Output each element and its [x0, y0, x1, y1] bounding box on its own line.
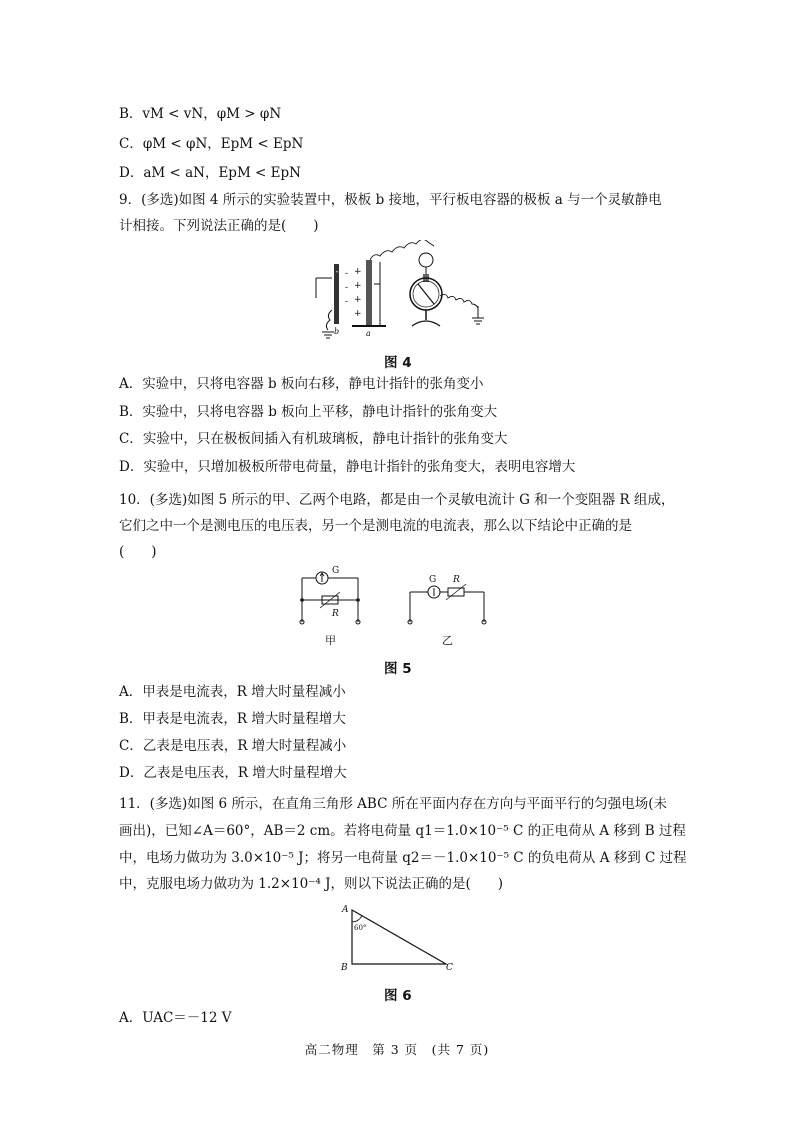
plate-b-label: b: [334, 327, 340, 336]
q10-stem-line2: 它们之中一个是测电压的电压表，另一个是测电流的电流表，那么以下结论中正确的是: [119, 518, 632, 534]
figure-5-caption: 图 5: [384, 661, 412, 677]
q10-option-a: A．甲表是电流表，R 增大时量程减小: [119, 684, 346, 700]
q10-stem-line3: ( ): [119, 544, 157, 560]
g-label-yi: G: [429, 575, 437, 585]
figure-6-caption: 图 6: [384, 988, 412, 1004]
circuit-yi-label: 乙: [442, 634, 453, 647]
r-label-jia: R: [332, 609, 339, 619]
q10-option-d: D．乙表是电压表，R 增大时量程增大: [119, 765, 347, 781]
q9-option-d: D．实验中，只增加极板所带电荷量，静电计指针的张角变大，表明电容增大: [119, 459, 576, 475]
svg-text:+: +: [354, 295, 362, 305]
figure-4-caption: 图 4: [384, 355, 412, 371]
option-d-prev: D．aM < aN，EpM < EpN: [119, 165, 301, 181]
q11-stem-line1: 11．(多选)如图 6 所示，在直角三角形 ABC 所在平面内存在方向与平面平行的匀强电场(未: [119, 796, 667, 812]
svg-text:-: -: [345, 297, 349, 307]
q9-option-b: B．实验中，只将电容器 b 板向上平移，静电计指针的张角变大: [119, 404, 498, 420]
q10-stem-line1: 10．(多选)如图 5 所示的甲、乙两个电路，都是由一个灵敏电流计 G 和一个变阻器 R 组成，: [119, 492, 675, 508]
svg-text:-: -: [345, 283, 349, 293]
g-label-jia: G: [332, 566, 340, 576]
vertex-b: B: [341, 963, 348, 973]
q9-stem-line2: 计相接。下列说法正确的是( ): [119, 218, 319, 234]
r-label-yi: R: [453, 575, 460, 585]
svg-text:+: +: [354, 267, 362, 277]
svg-text:-: -: [335, 267, 339, 276]
figure-4-capacitor-electroscope: [310, 240, 490, 340]
circuit-jia-label: 甲: [325, 634, 336, 647]
vertex-c: C: [446, 963, 453, 973]
figure-6-triangle: [338, 902, 458, 978]
q11-stem-line2: 画出)，已知∠A＝60°，AB＝2 cm。若将电荷量 q1＝1.0×10⁻⁵ C 的正电荷从 A 移到 B 过程: [119, 823, 686, 839]
figure-5-circuits: [290, 564, 500, 652]
option-c-prev: C．φM < φN，EpM < EpN: [119, 136, 304, 152]
q10-option-b: B．甲表是电流表，R 增大时量程增大: [119, 711, 346, 727]
plate-a-label: a: [366, 329, 371, 338]
q10-option-c: C．乙表是电压表，R 增大时量程减小: [119, 738, 347, 754]
vertex-a: A: [342, 905, 349, 915]
option-b-prev: B．vM < vN，φM > φN: [119, 106, 282, 122]
q9-stem-line1: 9．(多选)如图 4 所示的实验装置中，极板 b 接地，平行板电容器的极板 a 与一个灵敏静电: [119, 192, 662, 208]
page-footer: 高二物理 第 3 页 (共 7 页): [304, 1042, 490, 1057]
q11-stem-line3: 中，电场力做功为 3.0×10⁻⁵ J；将另一电荷量 q2＝－1.0×10⁻⁵ C 的负电荷从 A 移到 C 过程: [119, 850, 687, 866]
q11-option-a: A．UAC＝－12 V: [119, 1010, 232, 1026]
svg-text:-: -: [345, 269, 349, 279]
q9-option-c: C．实验中，只在极板间插入有机玻璃板，静电计指针的张角变大: [119, 431, 508, 447]
q9-option-a: A．实验中，只将电容器 b 板向右移，静电计指针的张角变小: [119, 376, 484, 392]
svg-text:+: +: [354, 281, 362, 291]
svg-text:+: +: [354, 309, 362, 319]
q11-stem-line4: 中，克服电场力做功为 1.2×10⁻⁴ J，则以下说法正确的是( ): [119, 876, 504, 892]
angle-60-label: 60°: [354, 924, 367, 932]
